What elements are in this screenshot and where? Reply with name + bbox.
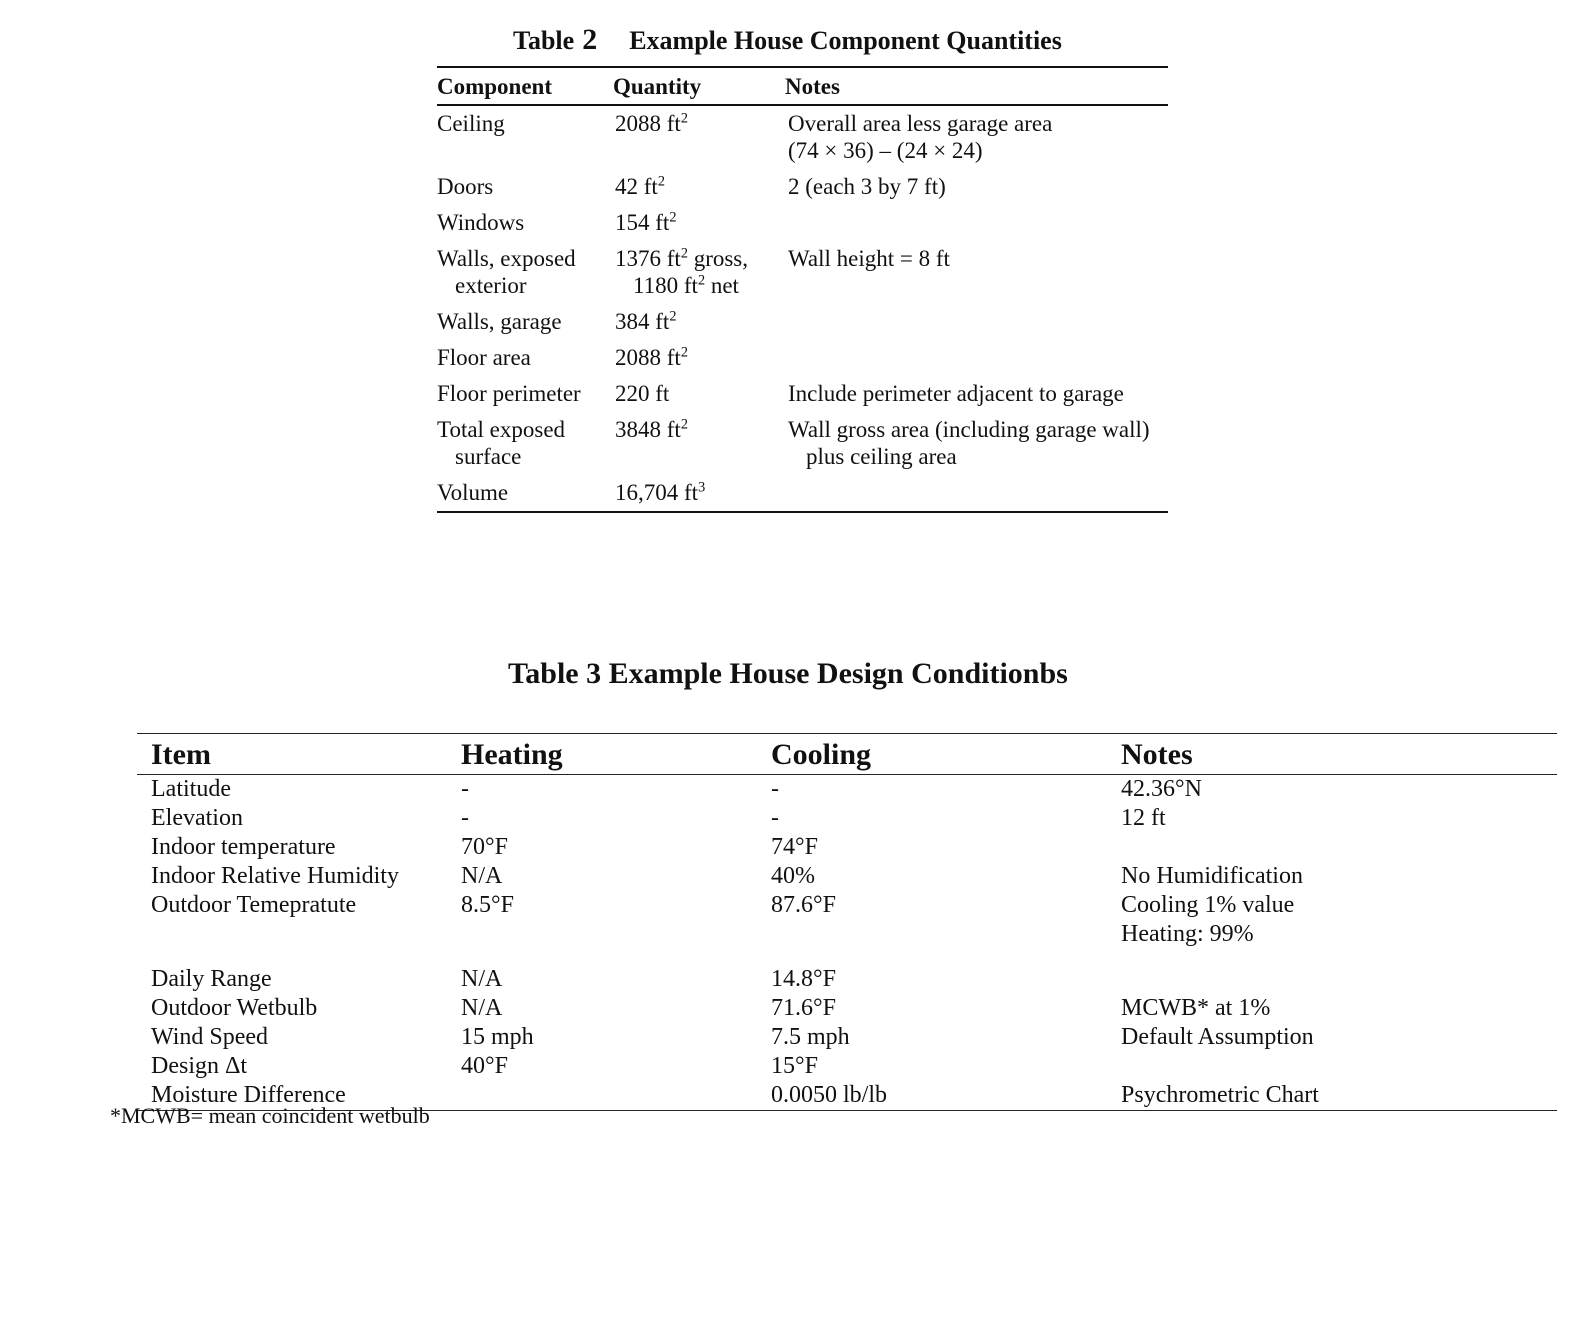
header-notes: Notes [785, 73, 840, 99]
footnote: *MCWB= mean coincident wetbulb [110, 1103, 430, 1128]
header-item: Item [151, 738, 211, 771]
quantity-number: 2088 ft [615, 111, 681, 136]
table2-number: 2 [582, 23, 598, 56]
heating-cell: N/A [461, 863, 503, 889]
quantity-number: 16,704 ft [615, 480, 699, 505]
quantity-cell [613, 205, 785, 241]
item-cell: Moisture Difference [151, 1082, 346, 1108]
quantity-value [615, 309, 676, 334]
component-cell [437, 205, 613, 241]
cooling-cell: 71.6°F [771, 995, 836, 1021]
heating-cell: 70°F [461, 834, 508, 860]
note-line: Default Assumption [1121, 1024, 1314, 1050]
quantity-suffix: gross, [687, 246, 748, 271]
table2-label: Table [513, 26, 575, 55]
quantity-cell [613, 169, 785, 205]
quantity-number: 3848 ft [615, 417, 681, 442]
component-cell [437, 304, 613, 340]
note-line: No Humidification [1121, 863, 1303, 889]
quantity-exponent: 2 [657, 173, 665, 190]
component-name-cont: exterior [455, 273, 527, 298]
cooling-cell: 15°F [771, 1053, 818, 1079]
header-cooling: Cooling [771, 738, 872, 771]
cooling-cell: - [771, 776, 779, 802]
table-row [437, 340, 1168, 376]
cooling-cell: 0.0050 lb/lb [771, 1082, 888, 1108]
notes-cell [1121, 804, 1557, 833]
note-line: (74 × 36) – (24 × 24) [788, 138, 983, 163]
item-cell: Indoor Relative Humidity [151, 863, 399, 889]
note-line: Cooling 1% value [1121, 892, 1295, 918]
table-row [137, 862, 1557, 891]
table3-title: Table 3 Example House Design Conditionbs [508, 657, 1068, 690]
cooling-cell: 7.5 mph [771, 1024, 850, 1050]
table-header-row [437, 67, 1168, 105]
quantity-exponent: 2 [680, 110, 688, 127]
notes-cell [1121, 994, 1557, 1023]
table-header-row [137, 734, 1557, 775]
table-row [137, 833, 1557, 862]
notes-cell [785, 169, 1168, 205]
table-row [437, 304, 1168, 340]
cooling-cell: 14.8°F [771, 966, 836, 992]
header-quantity: Quantity [613, 73, 702, 99]
header-notes: Notes [1121, 738, 1193, 771]
note-line: Overall area less garage area [788, 111, 1053, 136]
notes-cell [1121, 891, 1557, 965]
note-line: MCWB* at 1% [1121, 995, 1271, 1021]
component-cell [437, 105, 613, 169]
item-cell: Elevation [151, 805, 243, 831]
table2-title-text: Example House Component Quantities [629, 26, 1062, 55]
quantity-number: 220 ft [615, 381, 670, 406]
table-row [437, 241, 1168, 304]
component-cell [437, 376, 613, 412]
component-name: Walls, exposed [437, 246, 576, 271]
table-row [437, 412, 1168, 475]
table-row [137, 965, 1557, 994]
quantity-exponent: 2 [680, 344, 688, 361]
quantity-exponent: 2 [680, 416, 688, 433]
quantity-value [615, 210, 676, 235]
heating-cell [461, 1081, 771, 1111]
quantity-cell [613, 105, 785, 169]
component-cell [437, 340, 613, 376]
item-cell: Indoor temperature [151, 834, 336, 860]
item-cell: Daily Range [151, 966, 272, 992]
item-cell: Outdoor Wetbulb [151, 995, 318, 1021]
quantity-exponent: 2 [697, 272, 706, 289]
heating-cell: - [461, 776, 469, 802]
table-row [137, 1052, 1557, 1081]
quantity-number: 384 ft [615, 309, 670, 334]
note-line: Wall gross area (including garage wall) [788, 417, 1150, 442]
notes-cell [1121, 1081, 1557, 1111]
heating-cell: 40°F [461, 1053, 508, 1079]
item-cell: Design Δt [151, 1053, 248, 1079]
quantity-value [615, 381, 669, 406]
table-row [137, 994, 1557, 1023]
table-row [437, 169, 1168, 205]
notes-cell [1121, 775, 1557, 805]
heating-cell: 8.5°F [461, 892, 514, 918]
component-cell [437, 412, 613, 475]
component-cell [437, 475, 613, 512]
notes-cell [785, 241, 1168, 304]
quantity-value [615, 174, 665, 199]
notes-cell [785, 475, 1168, 512]
cooling-cell: - [771, 805, 779, 831]
component-quantities-table [437, 66, 1168, 513]
item-cell: Latitude [151, 776, 231, 802]
quantity-cell [613, 340, 785, 376]
quantity-value-cont [615, 272, 785, 299]
quantity-value [615, 480, 705, 505]
component-name: Doors [437, 174, 494, 199]
quantity-number: 154 ft [615, 210, 670, 235]
notes-cell [785, 304, 1168, 340]
quantity-suffix: net [705, 273, 739, 298]
heating-cell: N/A [461, 966, 503, 992]
table-row [437, 205, 1168, 241]
header-component: Component [437, 73, 553, 99]
table-row [437, 475, 1168, 512]
quantity-exponent: 2 [680, 245, 688, 262]
quantity-exponent: 3 [698, 479, 706, 496]
table3-body [137, 775, 1557, 1111]
quantity-cell [613, 376, 785, 412]
heating-cell: N/A [461, 995, 503, 1021]
note-line: plus ceiling area [806, 444, 957, 469]
table-row [137, 1023, 1557, 1052]
component-name: Ceiling [437, 111, 505, 136]
table-row [137, 891, 1557, 965]
note-line: Include perimeter adjacent to garage [788, 381, 1124, 406]
table-row [437, 376, 1168, 412]
quantity-number: 2088 ft [615, 345, 681, 370]
table2-title [513, 22, 1193, 58]
component-name: Floor area [437, 345, 531, 370]
component-cell [437, 169, 613, 205]
quantity-cell [613, 412, 785, 475]
notes-cell [1121, 965, 1557, 994]
notes-cell [1121, 1052, 1557, 1081]
component-name: Windows [437, 210, 525, 235]
quantity-number: 1376 ft [615, 246, 681, 271]
quantity-cell [613, 475, 785, 512]
quantity-value [615, 246, 748, 271]
table-row [137, 775, 1557, 805]
note-line: Wall height = 8 ft [788, 246, 950, 271]
quantity-exponent: 2 [669, 308, 677, 325]
component-name: Walls, garage [437, 309, 562, 334]
quantity-number: 42 ft [615, 174, 658, 199]
item-cell: Wind Speed [151, 1024, 269, 1050]
component-cell [437, 241, 613, 304]
component-name-cont: surface [455, 444, 522, 469]
table2-body [437, 105, 1168, 512]
cooling-cell: 87.6°F [771, 892, 836, 918]
note-line: 2 (each 3 by 7 ft) [788, 174, 946, 199]
note-line: 12 ft [1121, 805, 1166, 831]
notes-cell [785, 340, 1168, 376]
component-name: Total exposed [437, 417, 566, 442]
design-conditions-table [137, 733, 1557, 1111]
component-name: Floor perimeter [437, 381, 581, 406]
heating-cell: 15 mph [461, 1024, 534, 1050]
heating-cell: - [461, 805, 469, 831]
cooling-cell: 40% [771, 863, 815, 889]
table-row [437, 105, 1168, 169]
notes-cell [785, 105, 1168, 169]
quantity-value [615, 345, 688, 370]
note-line: 42.36°N [1121, 776, 1202, 802]
note-line: Heating: 99% [1121, 921, 1254, 947]
notes-cell [785, 205, 1168, 241]
notes-cell [1121, 1023, 1557, 1052]
quantity-value [615, 111, 688, 136]
notes-cell [785, 412, 1168, 475]
note-line: Psychrometric Chart [1121, 1082, 1319, 1108]
notes-cell [785, 376, 1168, 412]
notes-cell [1121, 833, 1557, 862]
quantity-cell [613, 304, 785, 340]
cooling-cell: 74°F [771, 834, 818, 860]
table-row [137, 804, 1557, 833]
quantity-number: 1180 ft [633, 273, 698, 298]
item-cell: Outdoor Temepratute [151, 892, 357, 918]
quantity-cell [613, 241, 785, 304]
component-name: Volume [437, 480, 509, 505]
header-heating: Heating [461, 738, 563, 771]
notes-cell [1121, 862, 1557, 891]
quantity-exponent: 2 [669, 209, 677, 226]
quantity-value [615, 417, 688, 442]
